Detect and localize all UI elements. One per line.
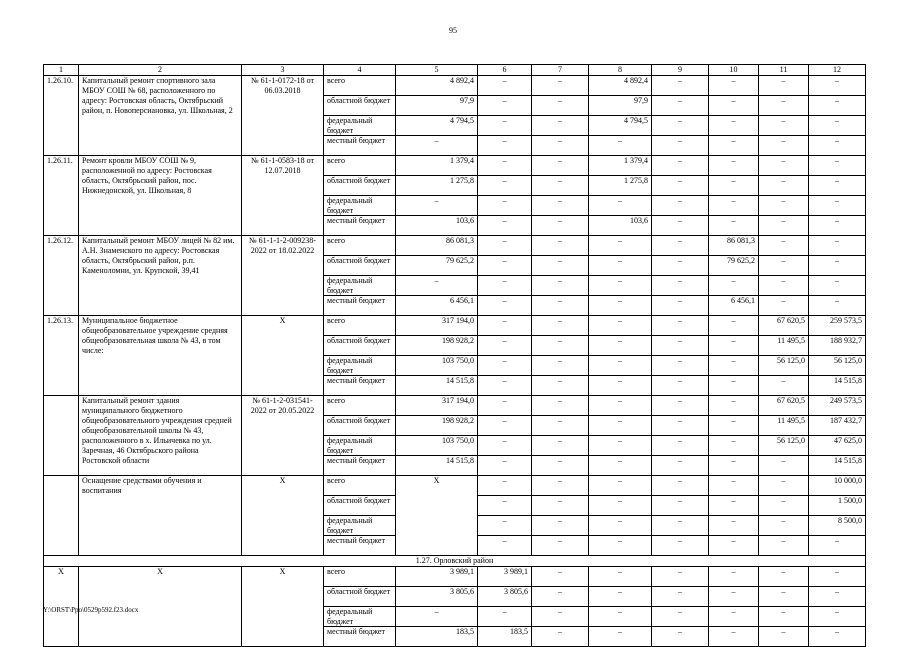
column-header: 4 — [324, 65, 396, 76]
value-cell: – — [532, 376, 589, 396]
value-cell: – — [809, 136, 866, 156]
value-cell: – — [532, 396, 589, 416]
item-number — [44, 476, 79, 556]
value-cell: 11 495,5 — [759, 336, 809, 356]
value-cell: – — [709, 216, 759, 236]
table-row — [44, 76, 866, 96]
budget-label: всего — [324, 236, 396, 256]
value-cell: – — [809, 536, 866, 556]
table-row — [44, 396, 866, 416]
value-cell: – — [809, 607, 866, 627]
column-header: 9 — [652, 65, 709, 76]
column-header: 12 — [809, 65, 866, 76]
value-cell: – — [589, 376, 652, 396]
header-row — [44, 65, 866, 76]
value-cell: 6 456,1 — [396, 296, 478, 316]
value-cell: – — [709, 607, 759, 627]
value-cell: – — [478, 296, 532, 316]
item-number: 1.26.10. — [44, 76, 79, 156]
column-header: 5 — [396, 65, 478, 76]
value-cell: – — [396, 276, 478, 296]
value-cell: – — [709, 196, 759, 216]
table-row — [44, 567, 866, 587]
value-cell: – — [589, 136, 652, 156]
value-cell: 4 794,5 — [589, 116, 652, 136]
value-cell: – — [532, 516, 589, 536]
value-cell: – — [478, 607, 532, 627]
value-cell: – — [759, 476, 809, 496]
value-cell: – — [652, 396, 709, 416]
value-cell: 56 125,0 — [759, 356, 809, 376]
document-ref: № 61-1-1-2-009238-2022 от 18.02.2022 — [242, 236, 324, 316]
value-cell: – — [759, 607, 809, 627]
document-ref: № 61-1-2-031541-2022 от 20.05.2022 — [242, 396, 324, 476]
value-cell: – — [759, 276, 809, 296]
value-cell: – — [759, 76, 809, 96]
value-cell: – — [532, 536, 589, 556]
value-cell: 103,6 — [396, 216, 478, 236]
value-cell: – — [709, 276, 759, 296]
value-cell: – — [759, 496, 809, 516]
column-header: 1 — [44, 65, 79, 76]
value-cell: 3 805,6 — [396, 587, 478, 607]
budget-label: федеральный бюджет — [324, 356, 396, 376]
budget-label: всего — [324, 396, 396, 416]
value-cell: – — [759, 587, 809, 607]
value-cell: 67 620,5 — [759, 396, 809, 416]
table-row — [44, 316, 866, 336]
value-cell: 79 625,2 — [709, 256, 759, 276]
value-cell: – — [709, 136, 759, 156]
budget-label: всего — [324, 316, 396, 336]
value-cell: 6 456,1 — [709, 296, 759, 316]
value-cell: – — [709, 336, 759, 356]
value-cell: 14 515,8 — [396, 376, 478, 396]
value-cell: 8 500,0 — [809, 516, 866, 536]
value-cell: – — [532, 587, 589, 607]
value-cell: 3 989,1 — [396, 567, 478, 587]
value-cell: 103,6 — [589, 216, 652, 236]
value-cell: – — [478, 396, 532, 416]
value-cell: – — [709, 176, 759, 196]
value-cell: – — [532, 116, 589, 136]
value-cell: – — [709, 456, 759, 476]
value-cell: – — [709, 156, 759, 176]
value-cell: 4 892,4 — [589, 76, 652, 96]
value-cell: – — [709, 587, 759, 607]
budget-label: федеральный бюджет — [324, 516, 396, 536]
value-cell: 97,9 — [396, 96, 478, 116]
value-cell: – — [759, 96, 809, 116]
value-cell: 14 515,8 — [809, 456, 866, 476]
value-cell: – — [652, 496, 709, 516]
value-cell: 1 275,8 — [589, 176, 652, 196]
value-cell: 3 805,6 — [478, 587, 532, 607]
value-cell: – — [809, 587, 866, 607]
value-cell: – — [478, 476, 532, 496]
value-cell: – — [589, 567, 652, 587]
value-cell: 259 573,5 — [809, 316, 866, 336]
document-ref: Х — [242, 316, 324, 396]
value-cell: – — [589, 196, 652, 216]
value-cell: – — [759, 516, 809, 536]
value-cell: – — [532, 76, 589, 96]
value-cell: 86 081,3 — [396, 236, 478, 256]
value-cell: – — [709, 476, 759, 496]
item-number: Х — [44, 567, 79, 647]
value-cell: – — [709, 627, 759, 647]
value-cell: 67 620,5 — [759, 316, 809, 336]
value-cell: – — [709, 436, 759, 456]
value-cell: – — [532, 96, 589, 116]
value-cell: 103 750,0 — [396, 436, 478, 456]
value-cell: 47 625,0 — [809, 436, 866, 456]
value-cell: – — [759, 236, 809, 256]
value-cell: 317 194,0 — [396, 316, 478, 336]
value-cell: 14 515,8 — [809, 376, 866, 396]
budget-label: местный бюджет — [324, 296, 396, 316]
column-header: 11 — [759, 65, 809, 76]
column-header: 7 — [532, 65, 589, 76]
value-cell: 11 495,5 — [759, 416, 809, 436]
value-cell: – — [809, 176, 866, 196]
value-cell: 183,5 — [478, 627, 532, 647]
value-cell: – — [652, 296, 709, 316]
budget-label: областной бюджет — [324, 587, 396, 607]
value-cell: – — [809, 296, 866, 316]
value-cell: – — [478, 416, 532, 436]
budget-label: федеральный бюджет — [324, 436, 396, 456]
section-row — [44, 556, 866, 567]
item-name: Капитальный ремонт здания муниципального бюджетного общеобразовательного учреждения средней общеобразовательной школы № 43, расположенного в х. Ильичевка по ул. Заречная, 46 Октябрьского района Ростовской области — [79, 396, 242, 476]
value-cell: – — [652, 567, 709, 587]
value-cell: – — [759, 456, 809, 476]
value-cell: – — [589, 256, 652, 276]
value-cell: – — [809, 256, 866, 276]
value-cell: – — [532, 607, 589, 627]
value-cell: – — [532, 456, 589, 476]
value-cell: – — [652, 476, 709, 496]
value-cell: 4 892,4 — [396, 76, 478, 96]
value-cell: – — [589, 316, 652, 336]
value-cell: – — [709, 536, 759, 556]
column-header: 6 — [478, 65, 532, 76]
value-cell: – — [478, 336, 532, 356]
value-cell: – — [652, 276, 709, 296]
value-cell: 249 573,5 — [809, 396, 866, 416]
value-cell: – — [532, 436, 589, 456]
value-cell: – — [478, 76, 532, 96]
budget-label: федеральный бюджет — [324, 276, 396, 296]
value-cell: – — [809, 567, 866, 587]
value-cell: – — [532, 356, 589, 376]
value-cell: – — [478, 256, 532, 276]
value-cell: – — [532, 416, 589, 436]
value-cell: – — [809, 116, 866, 136]
value-cell: – — [478, 156, 532, 176]
document-ref: Х — [242, 476, 324, 556]
value-cell: – — [652, 216, 709, 236]
value-cell: – — [532, 236, 589, 256]
item-name: Муниципальное бюджетное общеобразовательное учреждение средняя общеобразовательная школа № 43, в том числе: — [79, 316, 242, 396]
value-cell: – — [589, 607, 652, 627]
value-cell: – — [652, 607, 709, 627]
value-cell: – — [759, 627, 809, 647]
value-cell: – — [478, 176, 532, 196]
value-cell: – — [589, 456, 652, 476]
value-cell: – — [759, 216, 809, 236]
value-cell: – — [396, 196, 478, 216]
budget-label: всего — [324, 476, 396, 496]
budget-table — [43, 64, 866, 647]
value-cell: – — [589, 296, 652, 316]
table-row — [44, 156, 866, 176]
value-cell: – — [809, 276, 866, 296]
budget-label: местный бюджет — [324, 136, 396, 156]
column-header: 10 — [709, 65, 759, 76]
value-cell: – — [589, 516, 652, 536]
budget-label: областной бюджет — [324, 176, 396, 196]
page-number: 95 — [449, 26, 457, 35]
value-cell: – — [709, 76, 759, 96]
value-cell: – — [478, 196, 532, 216]
value-cell: – — [478, 536, 532, 556]
value-cell: 14 515,8 — [396, 456, 478, 476]
value-cell: – — [532, 156, 589, 176]
value-cell: – — [589, 536, 652, 556]
value-cell: – — [532, 136, 589, 156]
value-cell: – — [652, 336, 709, 356]
value-cell: – — [652, 236, 709, 256]
item-name: Капитальный ремонт спортивного зала МБОУ СОШ № 68, расположенного по адресу: Ростовская область, Октябрьский район, п. Новоперсиановка, ул. Школьная, 2 — [79, 76, 242, 156]
value-cell: – — [759, 176, 809, 196]
value-cell: – — [589, 476, 652, 496]
value-cell: – — [478, 276, 532, 296]
item-name: Х — [79, 567, 242, 647]
value-cell: – — [809, 236, 866, 256]
value-cell: – — [709, 376, 759, 396]
column-header: 8 — [589, 65, 652, 76]
budget-label: областной бюджет — [324, 336, 396, 356]
table-row — [44, 236, 866, 256]
document-ref: № 61-1-0172-18 от 06.03.2018 — [242, 76, 324, 156]
budget-label: местный бюджет — [324, 216, 396, 236]
value-cell: 187 432,7 — [809, 416, 866, 436]
value-cell: 56 125,0 — [759, 436, 809, 456]
value-cell: – — [478, 116, 532, 136]
table-row — [44, 476, 866, 496]
value-cell: – — [532, 216, 589, 236]
budget-label: федеральный бюджет — [324, 116, 396, 136]
value-cell: – — [478, 376, 532, 396]
value-cell: – — [589, 276, 652, 296]
budget-label: местный бюджет — [324, 536, 396, 556]
value-cell: 56 125,0 — [809, 356, 866, 376]
value-cell: – — [478, 136, 532, 156]
budget-label: областной бюджет — [324, 496, 396, 516]
item-name: Оснащение средствами обучения и воспитания — [79, 476, 242, 556]
value-cell: – — [809, 96, 866, 116]
value-cell: – — [709, 116, 759, 136]
value-cell: – — [809, 76, 866, 96]
value-cell: – — [652, 156, 709, 176]
budget-label: местный бюджет — [324, 627, 396, 647]
value-cell: – — [652, 96, 709, 116]
value-cell: – — [589, 436, 652, 456]
value-cell: 97,9 — [589, 96, 652, 116]
value-cell: – — [532, 336, 589, 356]
value-cell: – — [709, 516, 759, 536]
value-cell: – — [396, 136, 478, 156]
value-cell: – — [809, 627, 866, 647]
value-cell: – — [709, 316, 759, 336]
value-cell: – — [589, 396, 652, 416]
value-cell: – — [652, 516, 709, 536]
value-cell: – — [478, 516, 532, 536]
value-cell: – — [709, 96, 759, 116]
value-cell: – — [478, 236, 532, 256]
budget-label: местный бюджет — [324, 376, 396, 396]
value-cell: – — [589, 496, 652, 516]
value-cell: – — [759, 296, 809, 316]
value-cell: 188 932,7 — [809, 336, 866, 356]
value-cell: 3 989,1 — [478, 567, 532, 587]
value-cell: – — [532, 196, 589, 216]
value-cell: – — [396, 607, 478, 627]
item-number: 1.26.11. — [44, 156, 79, 236]
value-cell: 1 379,4 — [589, 156, 652, 176]
value-cell: 10 000,0 — [809, 476, 866, 496]
value-cell: – — [759, 567, 809, 587]
value-cell: – — [478, 456, 532, 476]
value-cell: – — [532, 316, 589, 336]
value-cell: – — [478, 356, 532, 376]
value-cell: – — [759, 256, 809, 276]
value-cell: – — [652, 196, 709, 216]
value-cell: – — [652, 176, 709, 196]
value-cell: – — [478, 316, 532, 336]
item-number — [44, 396, 79, 476]
document-ref: Х — [242, 567, 324, 647]
value-cell: – — [532, 476, 589, 496]
value-cell: – — [589, 416, 652, 436]
budget-label: местный бюджет — [324, 456, 396, 476]
item-name: Капитальный ремонт МБОУ лицей № 82 им. А.Н. Знаменского по адресу: Ростовская область, Октябрьский район, р.п. Каменоломни, ул. Крупской, 39,41 — [79, 236, 242, 316]
value-cell: – — [532, 627, 589, 647]
value-cell: – — [532, 567, 589, 587]
budget-label: областной бюджет — [324, 416, 396, 436]
value-cell: 198 928,2 — [396, 416, 478, 436]
value-cell: – — [759, 136, 809, 156]
value-cell: – — [532, 256, 589, 276]
value-cell: – — [652, 456, 709, 476]
value-cell: 183,5 — [396, 627, 478, 647]
value-cell: – — [589, 587, 652, 607]
value-cell: – — [478, 216, 532, 236]
value-cell: – — [759, 196, 809, 216]
item-name: Ремонт кровли МБОУ СОШ № 9, расположенной по адресу: Ростовская область, Октябрьский район, пос. Нижнедонской, ул. Школьная, 8 — [79, 156, 242, 236]
value-cell: – — [652, 627, 709, 647]
value-cell: – — [532, 496, 589, 516]
value-cell: – — [652, 76, 709, 96]
value-cell: – — [809, 216, 866, 236]
value-cell: – — [652, 587, 709, 607]
document-ref: № 61-1-0583-18 от 12.07.2018 — [242, 156, 324, 236]
value-cell: – — [589, 236, 652, 256]
value-cell: – — [709, 396, 759, 416]
item-number: 1.26.12. — [44, 236, 79, 316]
value-cell: – — [652, 436, 709, 456]
column-header: 2 — [79, 65, 242, 76]
value-cell: – — [652, 416, 709, 436]
budget-label: федеральный бюджет — [324, 607, 396, 627]
value-cell: – — [809, 196, 866, 216]
value-cell: – — [709, 496, 759, 516]
value-cell: – — [652, 376, 709, 396]
value-cell: – — [652, 136, 709, 156]
value-cell: 4 794,5 — [396, 116, 478, 136]
value-cell: – — [589, 336, 652, 356]
value-cell: – — [652, 116, 709, 136]
section-title: 1.27. Орловский район — [44, 556, 866, 567]
value-cell: 86 081,3 — [709, 236, 759, 256]
value-cell: 1 275,8 — [396, 176, 478, 196]
value-cell: – — [709, 356, 759, 376]
value-cell: 1 500,0 — [809, 496, 866, 516]
value-cell: 198 928,2 — [396, 336, 478, 356]
value-cell: – — [809, 156, 866, 176]
value-cell: 79 625,2 — [396, 256, 478, 276]
value-cell: – — [709, 567, 759, 587]
budget-label: всего — [324, 76, 396, 96]
value-cell: – — [652, 356, 709, 376]
value-cell: – — [478, 96, 532, 116]
budget-label: областной бюджет — [324, 256, 396, 276]
value-cell: – — [532, 296, 589, 316]
value-cell: – — [478, 496, 532, 516]
value-cell: – — [759, 116, 809, 136]
value-cell: – — [478, 436, 532, 456]
value-cell: – — [652, 256, 709, 276]
budget-label: всего — [324, 156, 396, 176]
budget-label: федеральный бюджет — [324, 196, 396, 216]
budget-label: областной бюджет — [324, 96, 396, 116]
value-cell: – — [589, 627, 652, 647]
column-header: 3 — [242, 65, 324, 76]
value-cell: 103 750,0 — [396, 356, 478, 376]
value-cell: Х — [396, 476, 478, 556]
value-cell: – — [652, 536, 709, 556]
value-cell: – — [759, 536, 809, 556]
budget-label: всего — [324, 567, 396, 587]
item-number: 1.26.13. — [44, 316, 79, 396]
file-path: Y:\ORST\Ppo\0529p592.f23.docx — [43, 606, 139, 614]
value-cell: 1 379,4 — [396, 156, 478, 176]
value-cell: – — [759, 156, 809, 176]
value-cell: 317 194,0 — [396, 396, 478, 416]
value-cell: – — [652, 316, 709, 336]
value-cell: – — [589, 356, 652, 376]
value-cell: – — [532, 176, 589, 196]
value-cell: – — [759, 376, 809, 396]
value-cell: – — [709, 416, 759, 436]
value-cell: – — [532, 276, 589, 296]
